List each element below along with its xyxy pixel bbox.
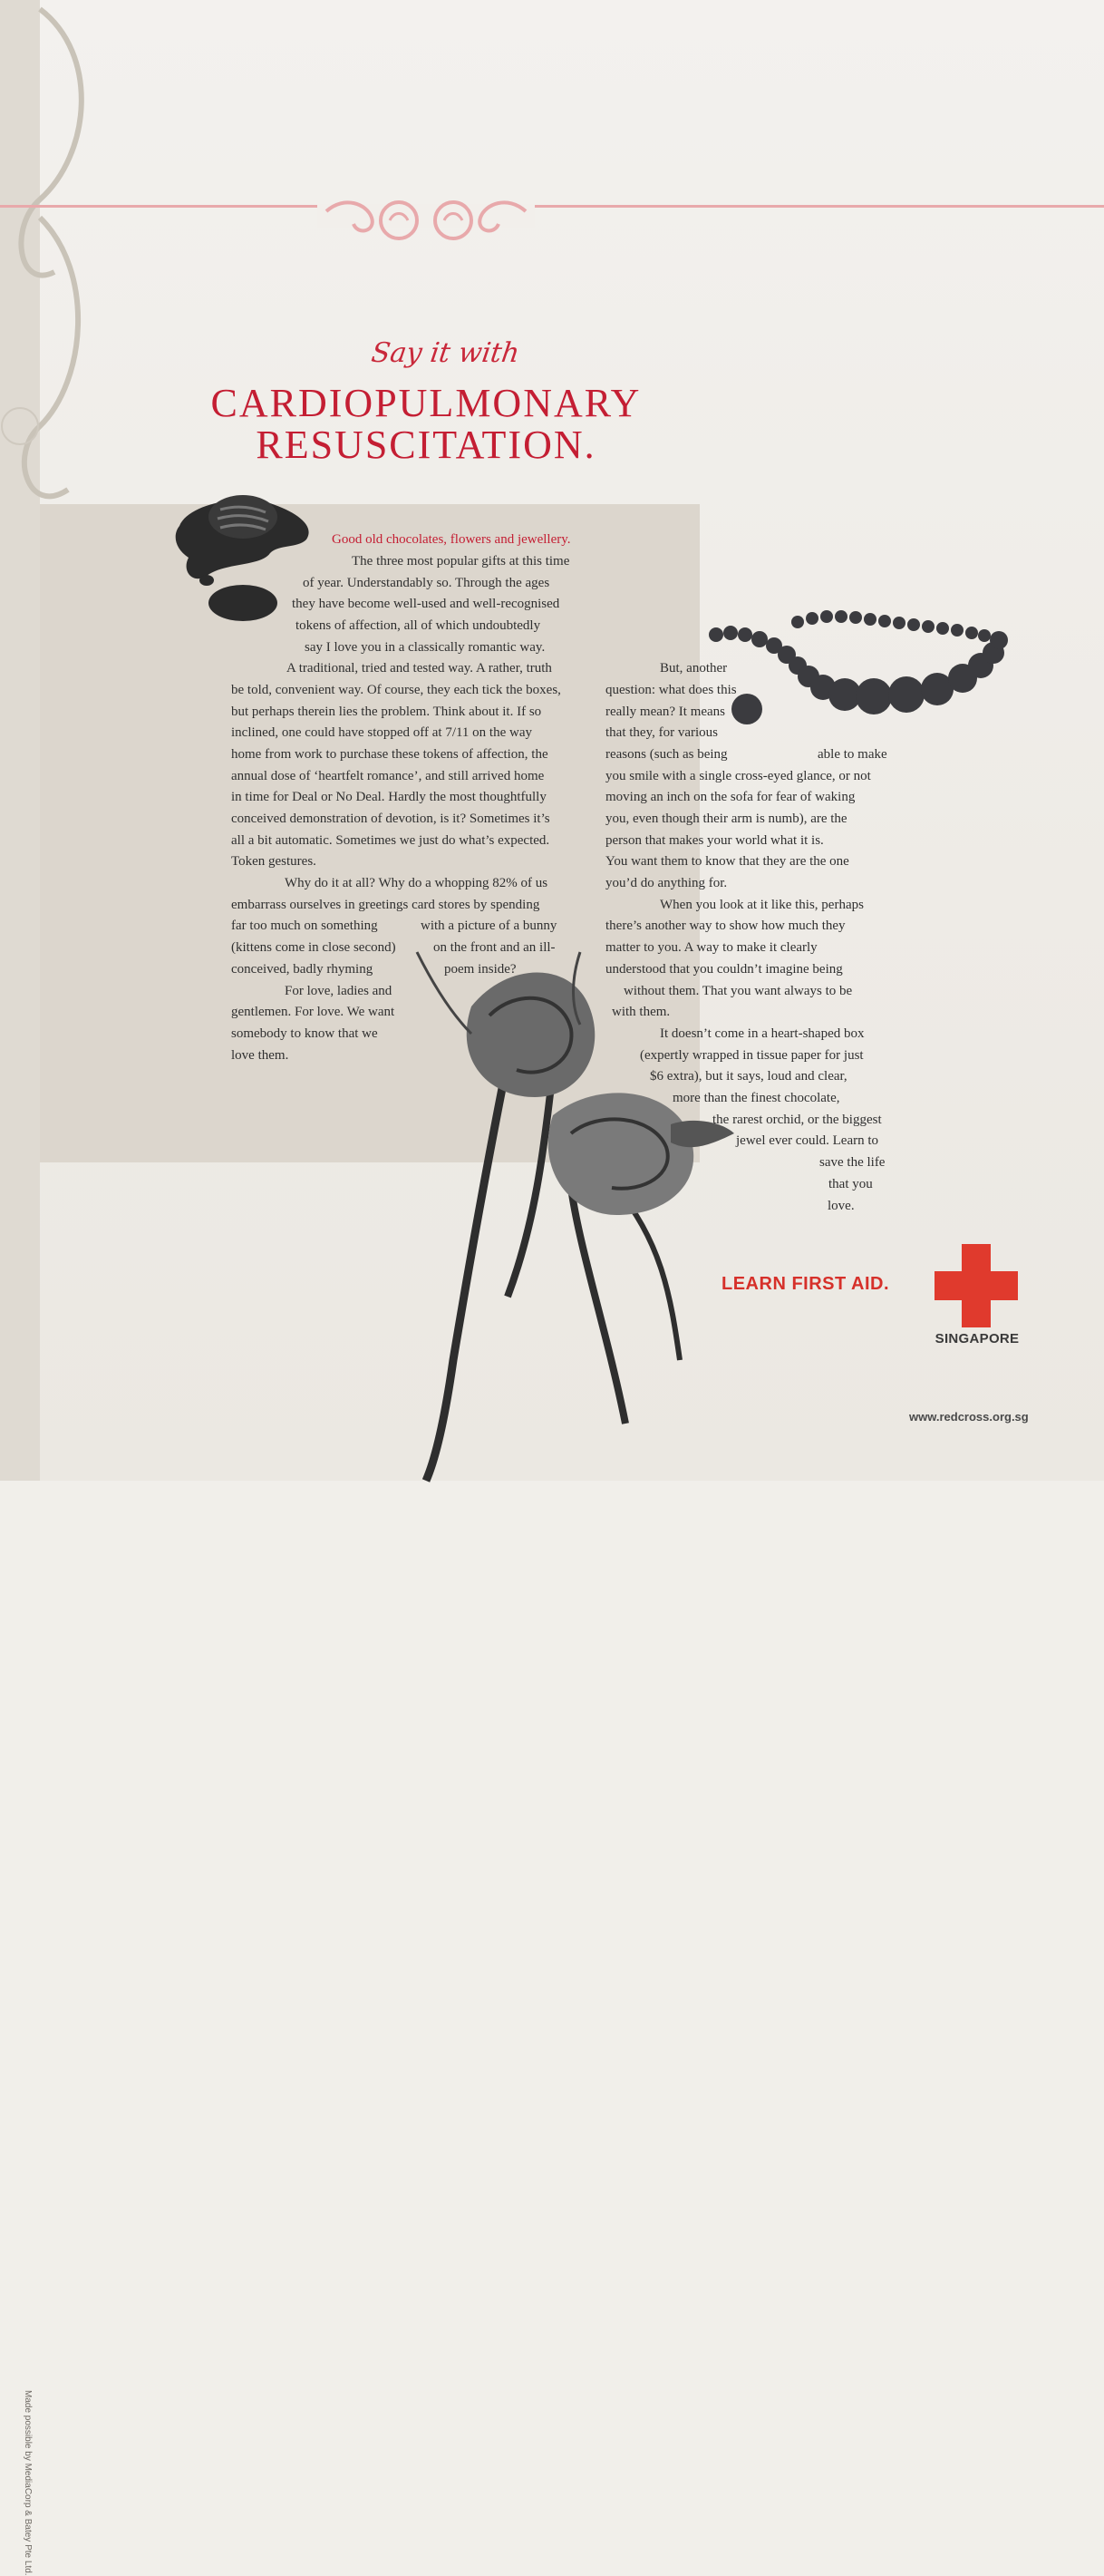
body-left-line: on the front and an ill- bbox=[433, 940, 556, 955]
body-left-line: be told, convenient way. Of course, they each tick the boxes, bbox=[231, 683, 561, 697]
body-left-line: with a picture of a bunny bbox=[421, 919, 557, 933]
body-right-line: It doesn’t come in a heart-shaped box bbox=[660, 1026, 865, 1041]
body-right-line: You want them to know that they are the one bbox=[605, 854, 849, 869]
body-left-line: Token gestures. bbox=[231, 854, 316, 869]
body-right-line: question: what does this bbox=[605, 683, 737, 697]
body-right-line: that you bbox=[828, 1177, 873, 1191]
body-left-line: they have become well-used and well-recognised bbox=[292, 597, 560, 611]
body-left-line: but perhaps therein lies the problem. Think about it. If so bbox=[231, 705, 542, 719]
cross-vertical-bar bbox=[962, 1244, 991, 1327]
body-right-line: you, even though their arm is numb), are the bbox=[605, 812, 847, 826]
body-left-line: inclined, one could have stopped off at 7/11 on the way bbox=[231, 725, 532, 740]
body-left-line: in time for Deal or No Deal. Hardly the most thoughtfully bbox=[231, 790, 547, 804]
headline-line-1: CARDIOPULMONARY bbox=[210, 381, 642, 425]
body-left-line: conceived, badly rhyming bbox=[231, 962, 373, 977]
body-right-line: person that makes your world what it is. bbox=[605, 833, 824, 848]
body-left-line: gentlemen. For love. We want bbox=[231, 1005, 395, 1019]
body-left-line: tokens of affection, all of which undoubtedly bbox=[295, 618, 541, 633]
body-right-line: love. bbox=[828, 1199, 855, 1213]
body-left-line: somebody to know that we bbox=[231, 1026, 378, 1041]
swirl-decoration-icon bbox=[0, 0, 109, 580]
headline-subtitle: Say it with bbox=[369, 337, 522, 369]
website-url[interactable]: www.redcross.org.sg bbox=[909, 1410, 1029, 1424]
body-left-line: annual dose of ‘heartfelt romance’, and still arrived home bbox=[231, 769, 545, 783]
body-right-line: there’s another way to show how much they bbox=[605, 919, 846, 933]
body-left-line: say I love you in a classically romantic way. bbox=[305, 640, 546, 655]
headline-title bbox=[181, 383, 671, 466]
body-left-line: far too much on something bbox=[231, 919, 378, 933]
body-right-line: reasons (such as being bbox=[605, 747, 728, 762]
body-right-line: the rarest orchid, or the biggest bbox=[712, 1113, 882, 1127]
body-left-line: Why do it at all? Why do a whopping 82% of us bbox=[285, 876, 548, 890]
body-left-line: poem inside? bbox=[444, 962, 517, 977]
body-right-line: you smile with a single cross-eyed glance, or not bbox=[605, 769, 871, 783]
body-left-line: conceived demonstration of devotion, is it? Sometimes it’s bbox=[231, 812, 550, 826]
pearl-necklace-icon bbox=[707, 609, 1033, 754]
body-right-line: that they, for various bbox=[605, 725, 718, 740]
body-left-line: For love, ladies and bbox=[285, 984, 392, 998]
body-left-line: all a bit automatic. Sometimes we just do what’s expected. bbox=[231, 833, 550, 848]
body-left-line: A traditional, tried and tested way. A rather, truth bbox=[286, 661, 552, 676]
learn-first-aid-tagline: LEARN FIRST AID. bbox=[721, 1274, 890, 1294]
body-right-line: really mean? It means bbox=[605, 705, 726, 719]
body-right-line: When you look at it like this, perhaps bbox=[660, 898, 864, 912]
body-right-line: matter to you. A way to make it clearly bbox=[605, 940, 818, 955]
body-left-line: love them. bbox=[231, 1048, 289, 1063]
body-left-line: home from work to purchase these tokens of affection, the bbox=[231, 747, 548, 762]
body-left-line: Good old chocolates, flowers and jewellery. bbox=[332, 532, 571, 547]
scroll-ornament-icon bbox=[317, 186, 535, 249]
body-right-line: (expertly wrapped in tissue paper for just bbox=[640, 1048, 864, 1063]
red-cross-icon bbox=[935, 1244, 1018, 1327]
body-right-line: more than the finest chocolate, bbox=[673, 1091, 840, 1105]
body-right-line: moving an inch on the sofa for fear of waking bbox=[605, 790, 856, 804]
body-right-line: understood that you couldn’t imagine being bbox=[605, 962, 843, 977]
sponsor-credit: Made possible by MediaCorp & Batey Pte Ltd. bbox=[23, 2390, 33, 2576]
body-left-line: (kittens come in close second) bbox=[231, 940, 396, 955]
org-name: SINGAPORE bbox=[935, 1331, 1020, 1346]
body-left-line: of year. Understandably so. Through the ages bbox=[303, 576, 550, 590]
body-right-line: save the life bbox=[819, 1155, 886, 1170]
body-right-line: $6 extra), but it says, loud and clear, bbox=[650, 1069, 847, 1084]
body-right-line: able to make bbox=[818, 747, 887, 762]
body-right-line: jewel ever could. Learn to bbox=[736, 1133, 879, 1148]
headline-line-2: RESUSCITATION. bbox=[256, 423, 596, 467]
decorative-rule bbox=[0, 205, 1104, 208]
body-left-line: embarrass ourselves in greetings card stores by spending bbox=[231, 898, 540, 912]
body-right-line: But, another bbox=[660, 661, 728, 676]
body-right-line: without them. That you want always to be bbox=[624, 984, 853, 998]
body-right-line: you’d do anything for. bbox=[605, 876, 728, 890]
body-left-line: The three most popular gifts at this time bbox=[352, 554, 570, 569]
body-right-line: with them. bbox=[612, 1005, 671, 1019]
